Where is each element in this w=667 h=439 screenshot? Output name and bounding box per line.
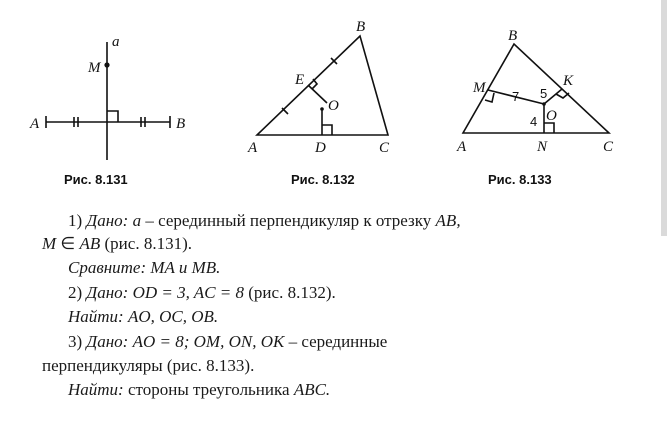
caption-8-132: Рис. 8.132 <box>291 172 355 187</box>
right-angle-k <box>556 93 569 98</box>
label-o: O <box>546 108 557 124</box>
caption-8-131: Рис. 8.131 <box>64 172 128 187</box>
segment-eo <box>308 85 327 103</box>
label-o: O <box>328 98 339 114</box>
label-e: E <box>295 72 305 88</box>
problem-text: – серединные <box>288 332 388 351</box>
label-a: A <box>457 139 467 155</box>
problem-text: перпендикуляры (рис. 8.133). <box>42 356 255 375</box>
figure-ref: (рис. 8.131). <box>104 234 192 253</box>
given-label: Дано: <box>86 211 129 230</box>
label-a: A <box>248 140 258 156</box>
problem-3-line-2 <box>42 355 254 377</box>
figure-8-131 <box>46 42 170 160</box>
problem-2-line-2 <box>68 306 218 328</box>
problem-number: 3) <box>68 332 83 351</box>
length-mo: 7 <box>512 89 520 104</box>
figure-ref: (рис. 8.132). <box>248 283 336 302</box>
label-m: M <box>88 60 101 76</box>
find-text: стороны треугольника <box>127 380 290 399</box>
right-angle-mark <box>107 111 118 122</box>
length-on: 4 <box>530 114 538 129</box>
label-d: D <box>315 140 326 156</box>
var-ab: AB, <box>435 211 461 230</box>
var-abc: ABC. <box>293 380 331 399</box>
var-ab: AB <box>79 234 101 253</box>
label-c: C <box>603 139 614 155</box>
label-k: K <box>563 73 574 89</box>
right-angle-m <box>485 93 494 102</box>
problem-2-line-1 <box>68 282 336 304</box>
length-ko: 5 <box>540 86 548 101</box>
problem-3-line-3 <box>68 379 330 401</box>
label-m: M <box>473 80 486 96</box>
given-text: OD = 3, AC = 8 <box>132 283 245 302</box>
compare-label: Сравните: <box>68 258 147 277</box>
find-label: Найти: <box>68 307 124 326</box>
point-o <box>542 102 546 106</box>
problem-number: 2) <box>68 283 83 302</box>
problem-text: – серединный перпендикуляр к отрезку <box>145 211 432 230</box>
var-a: a <box>132 211 142 230</box>
right-angle-n <box>544 123 554 133</box>
given-label: Дано: <box>86 283 129 302</box>
label-c: C <box>379 140 390 156</box>
label-a-point: A <box>30 116 40 132</box>
problem-3-line-1 <box>68 331 387 353</box>
find-label: Найти: <box>68 380 124 399</box>
label-b: B <box>508 28 518 44</box>
given-label: Дано: <box>86 332 129 351</box>
point-o <box>320 107 324 111</box>
label-n: N <box>537 139 548 155</box>
problem-number: 1) <box>68 211 83 230</box>
label-b: B <box>356 19 366 35</box>
var-m: M <box>42 234 57 253</box>
label-b-point: B <box>176 116 186 132</box>
caption-8-133: Рис. 8.133 <box>488 172 552 187</box>
compare-text: MA и MB. <box>150 258 221 277</box>
find-text: AO, OC, OB. <box>127 307 219 326</box>
element-of-symbol: ∈ <box>60 234 76 253</box>
point-m <box>105 63 109 67</box>
given-text: AO = 8; OM, ON, OK <box>132 332 285 351</box>
problem-1-line-1 <box>68 210 461 232</box>
label-a: a <box>112 34 120 50</box>
figure-8-132 <box>257 36 388 135</box>
problem-1-line-3 <box>68 257 220 279</box>
problem-1-line-2 <box>42 233 192 255</box>
right-angle-d <box>322 125 332 135</box>
